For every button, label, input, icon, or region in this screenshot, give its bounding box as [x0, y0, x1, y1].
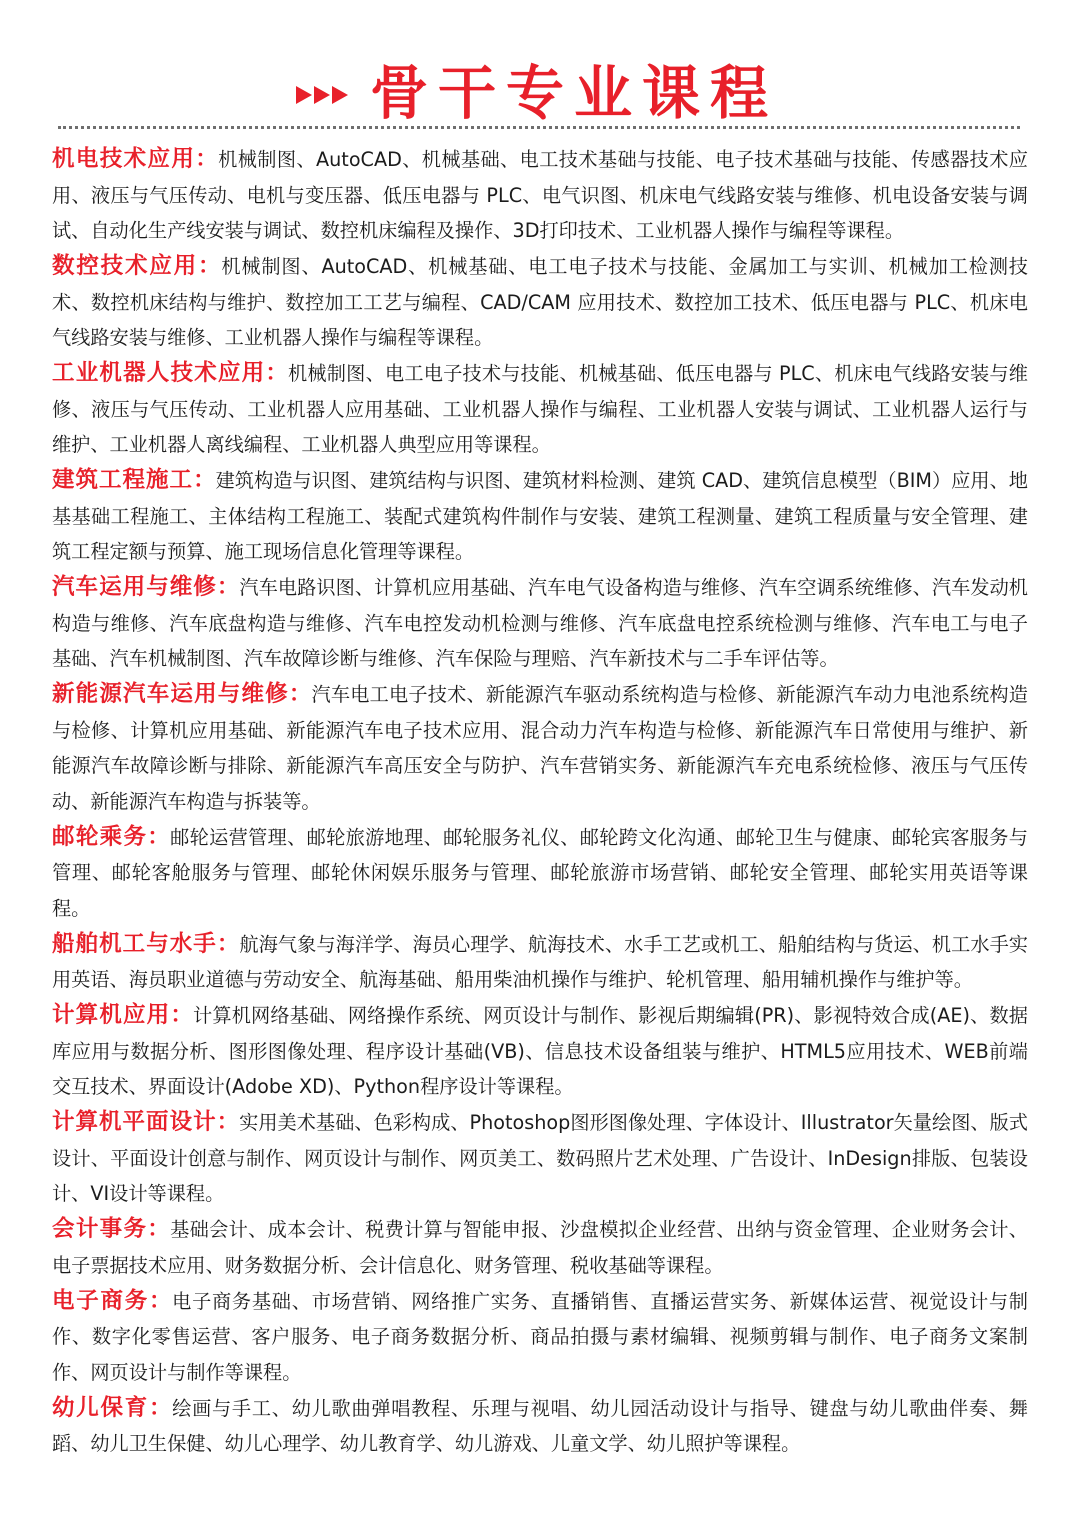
- course-item: [52, 249, 1028, 356]
- course-colon: ：: [193, 467, 216, 493]
- course-description: 绘画与手工、幼儿歌曲弹唱教程、乐理与视唱、幼儿园活动设计与指导、键盘与幼儿歌曲伴奏、舞蹈、幼儿卫生保健、幼儿心理学、幼儿教育学、幼儿游戏、儿童文学、幼儿照护等课程。: [52, 1396, 1028, 1455]
- course-item: [52, 927, 1028, 998]
- course-name: 会计事务: [52, 1216, 148, 1242]
- course-item: [52, 1391, 1028, 1462]
- course-colon: ：: [147, 823, 171, 850]
- course-name: 新能源汽车运用与维修: [52, 681, 289, 707]
- course-item: [52, 142, 1028, 249]
- course-item: [52, 1105, 1028, 1212]
- course-description: 航海气象与海洋学、海员心理学、航海技术、水手工艺或机工、船舶结构与货运、机工水手实用英语、海员职业道德与劳动安全、航海基础、船用柴油机操作与维护、轮机管理、船用辅机操作与维护等。: [52, 932, 1028, 991]
- course-name: 计算机平面设计: [52, 1109, 217, 1135]
- course-name: 工业机器人技术应用: [52, 360, 266, 386]
- course-name: 计算机应用: [52, 1002, 171, 1028]
- course-colon: ：: [148, 1287, 173, 1314]
- course-colon: ：: [216, 574, 240, 600]
- course-item: [52, 463, 1028, 570]
- course-colon: ：: [170, 1002, 193, 1028]
- course-colon: ：: [265, 360, 289, 386]
- course-name: 汽车运用与维修: [52, 574, 217, 600]
- course-item: [52, 998, 1028, 1105]
- page-header: [0, 58, 1080, 128]
- course-colon: ：: [288, 681, 312, 707]
- course-item: [52, 677, 1028, 819]
- course-item: [52, 356, 1028, 463]
- course-name: 数控技术应用: [52, 253, 199, 279]
- course-description: 机械制图、电工电子技术与技能、机械基础、低压电器与 PLC、机床电气线路安装与维修、液压与气压传动、工业机器人应用基础、工业机器人操作与编程、工业机器人安装与调试、工业机器人运行与维护、工业机器人离线编程、工业机器人典型应用等课程。: [52, 362, 1028, 456]
- course-description: 汽车电工电子技术、新能源汽车驱动系统构造与检修、新能源汽车动力电池系统构造与检修、计算机应用基础、新能源汽车电子技术应用、混合动力汽车构造与检修、新能源汽车日常使用与维护、新能源汽车故障诊断与排除、新能源汽车高压安全与防护、汽车营销实务、新能源汽车充电系统检修、液压与气压传动、新能源汽车构造与拆装等。: [52, 683, 1028, 813]
- course-description: 机械制图、AutoCAD、机械基础、电工技术基础与技能、电子技术基础与技能、传感器技术应用、液压与气压传动、电机与变压器、低压电器与 PLC、电气识图、机床电气线路安装与维修、机电设备安装与调试、自动化生产线安装与调试、数控机床编程及操作、3D打印技术、工业机器人操作与编程等课程。: [52, 148, 1028, 242]
- page-title: 骨干专业课程: [370, 59, 779, 127]
- course-description: 计算机网络基础、网络操作系统、网页设计与制作、影视后期编辑(PR)、影视特效合成(AE)、数据库应用与数据分析、图形图像处理、程序设计基础(VB)、信息技术设备组装与维护、HTML5应用技术、WEB前端交互技术、界面设计(Adobe XD)、Python程序设计等课程。: [52, 1004, 1028, 1098]
- course-colon: ：: [147, 1216, 171, 1242]
- course-colon: ：: [216, 1109, 240, 1135]
- course-colon: ：: [198, 253, 222, 279]
- course-colon: ：: [148, 1394, 173, 1421]
- course-name: 建筑工程施工: [52, 467, 194, 493]
- course-name: 电子商务: [52, 1287, 149, 1314]
- triple-arrow-right-icon: [296, 84, 350, 106]
- course-description: 建筑构造与识图、建筑结构与识图、建筑材料检测、建筑 CAD、建筑信息模型（BIM）应用、地基基础工程施工、主体结构工程施工、装配式建筑构件制作与安装、建筑工程测量、建筑工程质量与安全管理、建筑工程定额与预算、施工现场信息化管理等课程。: [52, 469, 1028, 563]
- course-colon: ：: [195, 146, 219, 172]
- course-description: 汽车电路识图、计算机应用基础、汽车电气设备构造与维修、汽车空调系统维修、汽车发动机构造与维修、汽车底盘构造与维修、汽车电控发动机检测与维修、汽车底盘电控系统检测与维修、汽车电工与电子基础、汽车机械制图、汽车故障诊断与维修、汽车保险与理赔、汽车新技术与二手车评估等。: [52, 576, 1028, 670]
- course-description: 邮轮运营管理、邮轮旅游地理、邮轮服务礼仪、邮轮跨文化沟通、邮轮卫生与健康、邮轮宾客服务与管理、邮轮客舱服务与管理、邮轮休闲娱乐服务与管理、邮轮旅游市场营销、邮轮安全管理、邮轮实用英语等课程。: [52, 825, 1028, 920]
- course-item: [52, 820, 1028, 927]
- course-colon: ：: [216, 930, 240, 957]
- course-list: [52, 142, 1028, 1462]
- dotted-divider: [58, 126, 1020, 129]
- course-name: 机电技术应用: [52, 146, 196, 172]
- course-item: [52, 1284, 1028, 1391]
- course-name: 邮轮乘务: [52, 823, 148, 850]
- course-description: 电子商务基础、市场营销、网络推广实务、直播销售、直播运营实务、新媒体运营、视觉设计与制作、数字化零售运营、客户服务、电子商务数据分析、商品拍摄与素材编辑、视频剪辑与制作、电子商务文案制作、网页设计与制作等课程。: [52, 1289, 1028, 1384]
- course-description: 机械制图、AutoCAD、机械基础、电工电子技术与技能、金属加工与实训、机械加工检测技术、数控机床结构与维护、数控加工工艺与编程、CAD/CAM 应用技术、数控加工技术、低压电器与 PLC、机床电气线路安装与维修、工业机器人操作与编程等课程。: [52, 255, 1028, 349]
- course-item: [52, 1212, 1028, 1283]
- course-description: 实用美术基础、色彩构成、Photoshop图形图像处理、字体设计、Illustrator矢量绘图、版式设计、平面设计创意与制作、网页设计与制作、网页美工、数码照片艺术处理、广告设计、InDesign排版、包装设计、VI设计等课程。: [52, 1111, 1028, 1205]
- course-item: [52, 570, 1028, 677]
- course-name: 幼儿保育: [52, 1394, 149, 1421]
- course-description: 基础会计、成本会计、税费计算与智能申报、沙盘模拟企业经营、出纳与资金管理、企业财务会计、电子票据技术应用、财务数据分析、会计信息化、财务管理、税收基础等课程。: [52, 1218, 1028, 1277]
- course-name: 船舶机工与水手: [52, 930, 217, 957]
